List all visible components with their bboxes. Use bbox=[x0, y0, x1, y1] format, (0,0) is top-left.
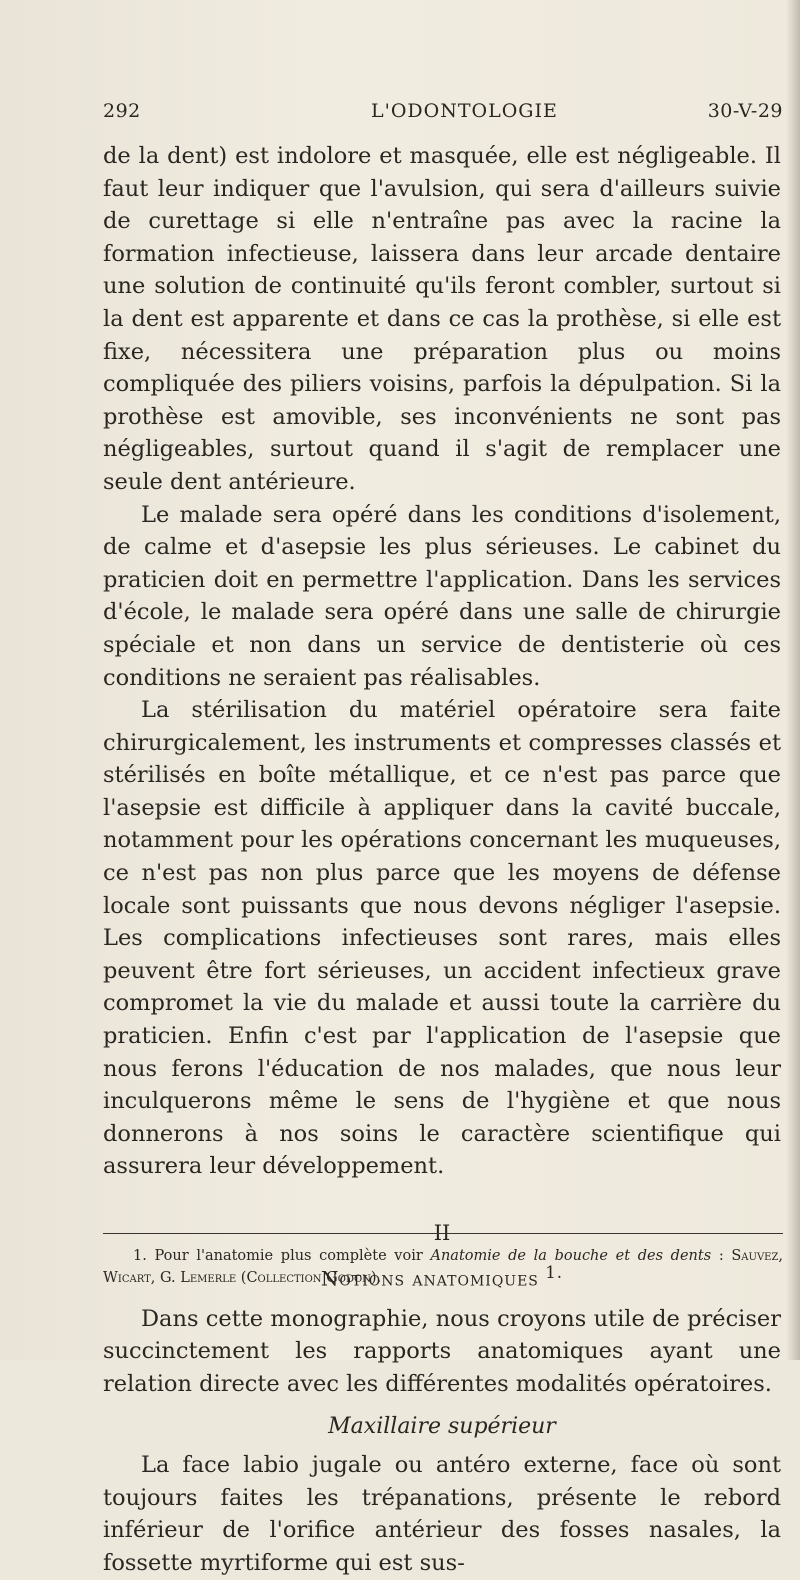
paragraph: Dans cette monographie, nous croyons utile de préciser succinctement les rapports anatomiques ayant une relation directe avec les différentes modalités opératoires. bbox=[103, 1305, 781, 1398]
footnote-book-title: Anatomie de la bouche et des dents bbox=[430, 1248, 712, 1264]
issue-date: 30-V-29 bbox=[707, 100, 783, 122]
section-number: II bbox=[433, 1221, 451, 1245]
paragraph: La stérilisation du matériel opératoire sera faite chirurgicalement, les instruments et compresses classés et stérilisés en boîte métallique, et ce n'est pas parce que l'asepsie est difficile à appliquer dans la cavité buccale, notamment pour les opérations concernant les muqueuses, ce n'est pas non plus parce que les moyens de défense locale sont puissants que nous devons négliger l'asepsie. Les complications infectieuses sont rares, mais elles peuvent être fort sérieuses, un accident infectieux grave compromet la vie du malade et aussi toute la carrière du praticien. Enfin c'est par l'application de l'asepsie que nous ferons l'éducation de nos malades, que nous leur inculquerons même le sens de l'hygiène et que nous donnerons à nos soins le caractère scientifique qui assurera leur développement. bbox=[103, 697, 781, 1180]
footnote-authors: : Sauvez, Wicart, G. Lemerle (Collection Godon). bbox=[103, 1248, 784, 1286]
subsection-title: Maxillaire supérieur bbox=[328, 1413, 556, 1439]
footnote-text: Pour l'anatomie plus complète voir bbox=[154, 1248, 423, 1264]
paragraph: La face labio jugale ou antéro externe, face où sont toujours faites les trépanations, présente le rebord inférieur de l'orifice antérieur des fosses nasales, la fossette myrtiforme qui est sus- bbox=[103, 1452, 781, 1576]
running-header bbox=[103, 100, 783, 130]
section-title-text: Notions anatomiques bbox=[320, 1266, 539, 1291]
page-number: 292 bbox=[103, 100, 141, 122]
footnote bbox=[103, 1245, 783, 1289]
footnote-number: 1. bbox=[133, 1248, 147, 1264]
footnote-marker: 1. bbox=[538, 1262, 564, 1282]
journal-title: L'ODONTOLOGIE bbox=[371, 100, 558, 122]
footnote-divider bbox=[103, 1233, 783, 1234]
main-text bbox=[103, 140, 784, 1580]
paragraph: de la dent) est indolore et masquée, elle est négligeable. Il faut leur indiquer que l'avulsion, qui sera d'ailleurs suivie de curettage si elle n'entraîne pas avec la racine la formation infectieuse, laissera dans leur arcade dentaire une solution de continuité qu'ils feront combler, surtout si la dent est apparente et dans ce cas la prothèse, si elle est fixe, nécessitera une préparation plus ou moins compliquée des piliers voisins, parfois la dépulpation. Si la prothèse est amovible, ses inconvénients ne sont pas négligeables, surtout quand il s'agit de remplacer une seule dent antérieure. bbox=[103, 143, 781, 495]
paragraph: Le malade sera opéré dans les conditions d'isolement, de calme et d'asepsie les plus sérieuses. Le cabinet du praticien doit en permettre l'application. Dans les services d'école, le malade sera opéré dans une salle de chirurgie spéciale et non dans un service de dentisterie où ces conditions ne seraient pas réalisables. bbox=[103, 501, 781, 691]
